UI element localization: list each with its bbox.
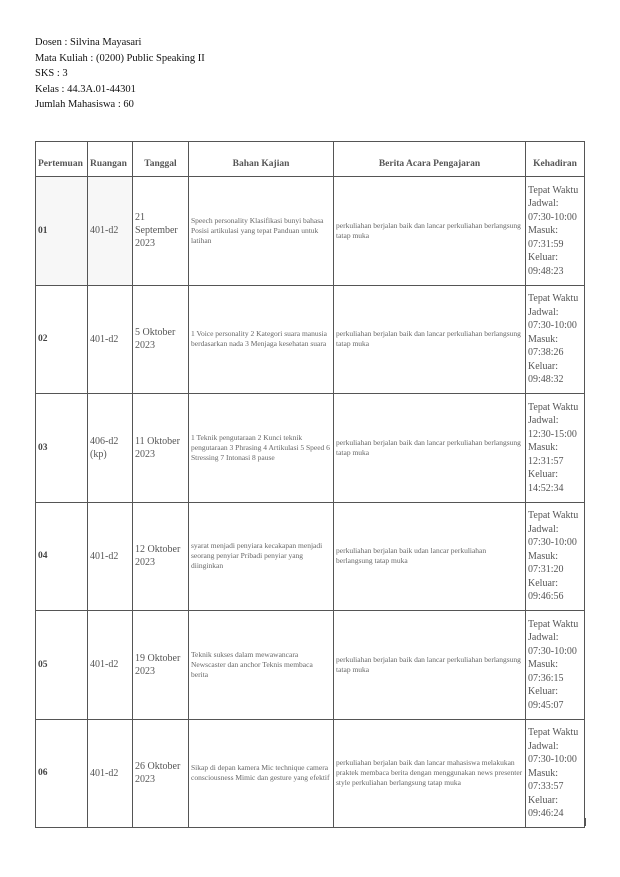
row-bahan-kajian: Teknik sukses dalam mewawancara Newscaster dan anchor Teknis membaca berita: [189, 611, 334, 720]
kehadiran-masuk: 07:31:59: [528, 238, 564, 250]
kehadiran-masuk-label: Masuk:: [528, 225, 558, 236]
row-tanggal: 19 Oktober 2023: [133, 611, 189, 720]
credit-units: SKS : 3: [35, 68, 68, 79]
row-bahan-kajian: Sikap di depan kamera Mic technique camera consciousness Mimic dan gesture yang efektif: [189, 719, 334, 828]
table-row: [36, 394, 585, 503]
course-name: Mata Kuliah : (0200) Public Speaking II: [35, 52, 205, 64]
row-kehadiran: [526, 611, 585, 720]
kehadiran-jadwal: 07:30-10:00: [528, 754, 577, 765]
kehadiran-jadwal-label: Jadwal:: [528, 415, 559, 426]
row-pertemuan: 06: [36, 719, 88, 828]
row-bahan-kajian: Speech personality Klasifikasi bunyi bahasa Posisi artikulasi yang tepat Panduan untuk latihan: [189, 177, 334, 286]
kehadiran-keluar-label: Keluar:: [528, 360, 558, 372]
kehadiran-keluar-label: Keluar:: [528, 794, 558, 806]
row-berita-acara: perkuliahan berjalan baik dan lancar perkuliahan berlangsung tatap muka: [334, 394, 526, 503]
row-ruangan: 401-d2: [88, 177, 133, 286]
kehadiran-status: Tepat Waktu: [528, 618, 579, 630]
row-pertemuan: 01: [36, 177, 88, 286]
table-continuation: [35, 818, 586, 826]
row-pertemuan: 05: [36, 611, 88, 720]
row-ruangan: 401-d2: [88, 285, 133, 394]
kehadiran-masuk-label: Masuk:: [528, 550, 558, 562]
kehadiran-jadwal-label: Jadwal:: [528, 306, 559, 318]
row-tanggal: 11 Oktober 2023: [133, 394, 189, 503]
row-ruangan: 401-d2: [88, 502, 133, 611]
kehadiran-masuk-label: Masuk:: [528, 659, 558, 670]
col-bahan-kajian: Bahan Kajian: [189, 142, 334, 177]
row-berita-acara: perkuliahan berjalan baik udan lancar perkuliahan berlangsung tatap muka: [334, 502, 526, 611]
student-count: Jumlah Mahasiswa : 60: [35, 99, 134, 110]
kehadiran-keluar-label: Keluar:: [528, 686, 558, 697]
col-kehadiran: Kehadiran: [526, 142, 585, 177]
kehadiran-masuk-label: Masuk:: [528, 767, 558, 779]
col-pertemuan: Pertemuan: [36, 142, 88, 177]
kehadiran-masuk-label: Masuk:: [528, 333, 558, 345]
kehadiran-jadwal-label: Jadwal:: [528, 198, 559, 209]
kehadiran-keluar: 09:46:24: [528, 808, 564, 819]
row-kehadiran: [526, 719, 585, 828]
course-header: [35, 35, 205, 113]
kehadiran-status: Tepat Waktu: [528, 293, 579, 304]
kehadiran-jadwal-label: Jadwal:: [528, 523, 559, 535]
row-pertemuan: 04: [36, 502, 88, 611]
col-ruangan: Ruangan: [88, 142, 133, 177]
col-tanggal: Tanggal: [133, 142, 189, 177]
kehadiran-jadwal-label: Jadwal:: [528, 632, 559, 643]
kehadiran-keluar: 09:46:56: [528, 591, 564, 602]
kehadiran-keluar: 09:48:32: [528, 374, 564, 385]
attendance-table: [35, 141, 585, 828]
table-row: [36, 177, 585, 286]
row-berita-acara: perkuliahan berjalan baik dan lancar perkuliahan berlangsung tatap muka: [334, 611, 526, 720]
kehadiran-status: Tepat Waktu: [528, 184, 579, 196]
row-ruangan: 401-d2: [88, 611, 133, 720]
row-berita-acara: perkuliahan berjalan baik dan lancar perkuliahan berlangsung tatap muka: [334, 177, 526, 286]
row-tanggal: 26 Oktober 2023: [133, 719, 189, 828]
kehadiran-jadwal-label: Jadwal:: [528, 740, 559, 752]
row-ruangan: 401-d2: [88, 719, 133, 828]
row-pertemuan: 02: [36, 285, 88, 394]
kehadiran-jadwal: 07:30-10:00: [528, 537, 577, 548]
row-kehadiran: [526, 502, 585, 611]
kehadiran-masuk: 07:33:57: [528, 781, 564, 792]
row-bahan-kajian: 1 Teknik pengutaraan 2 Kunci teknik pengutaraan 3 Phrasing 4 Artikulasi 5 Speed 6 Stressing 7 Intonasi 8 pause: [189, 394, 334, 503]
kehadiran-keluar: 09:48:23: [528, 265, 564, 277]
kehadiran-keluar-label: Keluar:: [528, 577, 558, 589]
kehadiran-keluar: 14:52:34: [528, 482, 564, 494]
kehadiran-keluar: 09:45:07: [528, 699, 564, 711]
kehadiran-masuk: 07:36:15: [528, 672, 564, 684]
table-row: [36, 502, 585, 611]
row-berita-acara: perkuliahan berjalan baik dan lancar mahasiswa melakukan praktek membaca berita dengan menggunakan news presenter style perkuliahan berlangsung tatap muka: [334, 719, 526, 828]
table-header-row: [36, 142, 585, 177]
table-row: [36, 719, 585, 828]
kehadiran-jadwal: 07:30-10:00: [528, 320, 577, 331]
row-bahan-kajian: 1 Voice personality 2 Kategori suara manusia berdasarkan nada 3 Menjaga kesehatan suara: [189, 285, 334, 394]
kehadiran-status: Tepat Waktu: [528, 510, 579, 521]
kehadiran-masuk-label: Masuk:: [528, 442, 558, 453]
row-kehadiran: [526, 394, 585, 503]
kehadiran-masuk: 12:31:57: [528, 455, 564, 467]
row-pertemuan: 03: [36, 394, 88, 503]
row-berita-acara: perkuliahan berjalan baik dan lancar perkuliahan berlangsung tatap muka: [334, 285, 526, 394]
class-code: Kelas : 44.3A.01-44301: [35, 83, 136, 95]
row-tanggal: 12 Oktober 2023: [133, 502, 189, 611]
col-berita-acara: Berita Acara Pengajaran: [334, 142, 526, 177]
lecturer-name: Dosen : Silvina Mayasari: [35, 37, 142, 48]
kehadiran-keluar-label: Keluar:: [528, 469, 558, 480]
row-ruangan: 406-d2 (kp): [88, 394, 133, 503]
row-tanggal: 5 Oktober 2023: [133, 285, 189, 394]
kehadiran-masuk: 07:38:26: [528, 347, 564, 358]
row-kehadiran: [526, 177, 585, 286]
table-row: [36, 285, 585, 394]
table-row: [36, 611, 585, 720]
kehadiran-status: Tepat Waktu: [528, 401, 579, 413]
row-tanggal: 21 September 2023: [133, 177, 189, 286]
row-bahan-kajian: syarat menjadi penyiara kecakapan menjadi seorang penyiar Pribadi penyiar yang diinginkan: [189, 502, 334, 611]
kehadiran-jadwal: 07:30-10:00: [528, 645, 577, 657]
kehadiran-masuk: 07:31:20: [528, 564, 564, 575]
kehadiran-jadwal: 12:30-15:00: [528, 428, 577, 440]
kehadiran-status: Tepat Waktu: [528, 727, 579, 738]
kehadiran-keluar-label: Keluar:: [528, 252, 558, 263]
row-kehadiran: [526, 285, 585, 394]
kehadiran-jadwal: 07:30-10:00: [528, 211, 577, 223]
